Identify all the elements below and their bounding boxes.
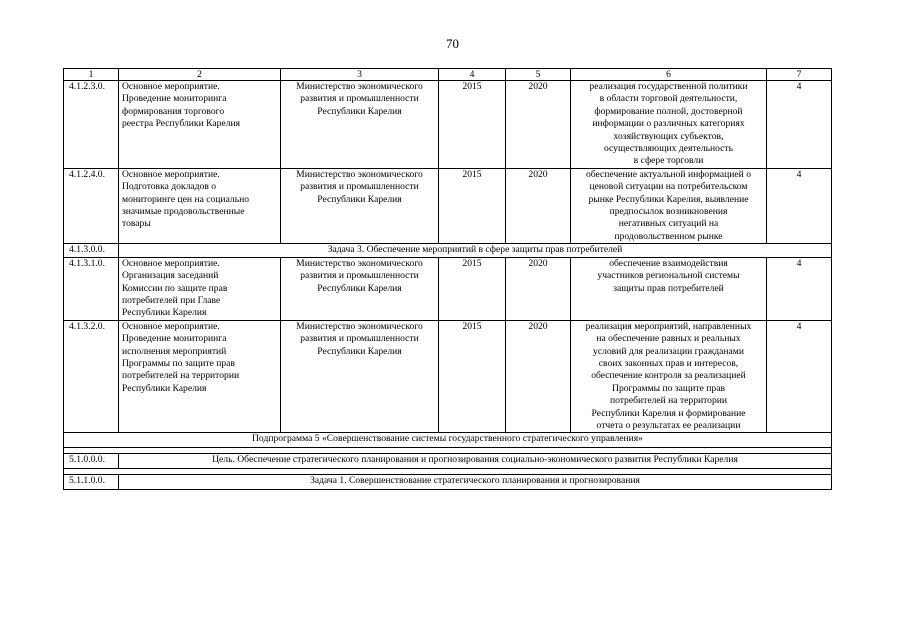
result-line: осуществляющих деятельность — [604, 143, 733, 155]
event-line: реестра Республики Карелия — [122, 118, 241, 130]
indicator-cell: 4 — [767, 81, 832, 169]
executor-line: развития и промышленности — [300, 270, 419, 282]
result-line: информации о различных категориях — [592, 118, 745, 130]
result-cell — [571, 320, 767, 433]
table-row — [64, 81, 832, 169]
result-line: обеспечение контроля за реализацией — [591, 370, 746, 382]
executor-line: Министерство экономического — [296, 81, 423, 92]
result-line: продовольственном рынке — [614, 230, 723, 242]
subprogram-title: Подпрограмма 5 «Совершенствование системы государственного стратегического управления» — [64, 433, 832, 448]
event-line: Основное мероприятие. — [122, 168, 220, 180]
executor-line: Республики Карелия — [317, 105, 402, 117]
executor-line: Республики Карелия — [317, 193, 402, 205]
result-line: защиты прав потребителей — [613, 282, 724, 294]
result-line: в сфере торговли — [633, 155, 704, 167]
table-row — [64, 257, 832, 320]
result-cell — [571, 81, 767, 169]
event-line: Республики Карелия — [122, 382, 207, 394]
result-line: ценовой ситуации на потребительском — [589, 181, 748, 193]
result-line: в области торговой деятельности, — [599, 93, 738, 105]
event-cell — [119, 257, 281, 320]
start-year: 2015 — [439, 81, 506, 169]
column-number-row — [64, 69, 832, 81]
executor-cell — [281, 257, 439, 320]
executor-line: Республики Карелия — [317, 282, 402, 294]
end-year: 2020 — [506, 168, 571, 243]
goal-title: Цель. Обеспечение стратегического планирования и прогнозирования социально-экономического развития Республики Карелия — [119, 454, 832, 469]
goal-row — [64, 454, 832, 469]
end-year: 2020 — [506, 257, 571, 320]
event-line: Проведение мониторинга — [122, 93, 227, 105]
event-line: мониторинге цен на социально — [122, 193, 250, 205]
event-line: Проведение мониторинга — [122, 333, 227, 345]
event-line: товары — [122, 218, 151, 230]
executor-line: Министерство экономического — [296, 168, 423, 180]
row-number: 4.1.2.4.0. — [64, 168, 119, 243]
task-row — [64, 244, 832, 257]
result-line: своих законных прав и интересов, — [598, 357, 739, 369]
column-header: 7 — [767, 69, 832, 81]
event-line: Комиссии по защите прав — [122, 282, 228, 294]
event-line: исполнения мероприятий — [122, 345, 227, 357]
executor-line: Республики Карелия — [317, 345, 402, 357]
executor-line: развития и промышленности — [300, 333, 419, 345]
result-line: условий для реализации гражданами — [593, 345, 744, 357]
result-line: предпосылок возникновения — [609, 206, 728, 218]
row-number: 5.1.1.0.0. — [64, 475, 119, 490]
result-line: реализация государственной политики — [589, 81, 748, 92]
event-line: Организация заседаний — [122, 270, 219, 282]
executor-line: развития и промышленности — [300, 181, 419, 193]
event-cell — [119, 320, 281, 433]
executor-line: Министерство экономического — [296, 257, 423, 269]
task-row — [64, 475, 832, 490]
indicator-cell: 4 — [767, 320, 832, 433]
table-row — [64, 168, 832, 243]
event-cell — [119, 81, 281, 169]
row-number: 4.1.3.2.0. — [64, 320, 119, 433]
event-line: Подготовка докладов о — [122, 181, 217, 193]
start-year: 2015 — [439, 257, 506, 320]
result-cell — [571, 257, 767, 320]
executor-cell — [281, 168, 439, 243]
event-line: Основное мероприятие. — [122, 81, 220, 92]
event-cell — [119, 168, 281, 243]
result-line: хозяйствующих субъектов, — [613, 130, 724, 142]
event-line: Программы по защите прав — [122, 357, 235, 369]
result-line: реализация мероприятий, направленных — [585, 320, 752, 332]
event-line: Основное мероприятие. — [122, 257, 220, 269]
event-line: Республики Карелия — [122, 307, 207, 319]
event-line: Основное мероприятие. — [122, 320, 220, 332]
subprogram-row — [64, 433, 832, 448]
result-line: формирование полной, достоверной — [594, 105, 743, 117]
row-number: 4.1.3.1.0. — [64, 257, 119, 320]
column-header: 6 — [571, 69, 767, 81]
result-line: негативных ситуаций на — [618, 218, 719, 230]
result-line: Республики Карелия и формирование — [591, 407, 746, 419]
row-number: 4.1.2.3.0. — [64, 81, 119, 169]
column-header: 5 — [506, 69, 571, 81]
executor-line: Министерство экономического — [296, 320, 423, 332]
event-line: формирования торгового — [122, 105, 225, 117]
result-line: обеспечение взаимодействия — [609, 257, 728, 269]
executor-cell — [281, 81, 439, 169]
result-line: Программы по защите прав — [612, 382, 725, 394]
result-line: потребителей на территории — [609, 395, 728, 407]
column-header: 4 — [439, 69, 506, 81]
column-header: 3 — [281, 69, 439, 81]
result-line: обеспечение актуальной информацией о — [585, 168, 752, 180]
end-year: 2020 — [506, 320, 571, 433]
end-year: 2020 — [506, 81, 571, 169]
task-title: Задача 1. Совершенствование стратегического планирования и прогнозирования — [119, 475, 832, 490]
program-table — [63, 68, 832, 490]
column-header: 2 — [119, 69, 281, 81]
executor-line: развития и промышленности — [300, 93, 419, 105]
row-number: 5.1.0.0.0. — [64, 454, 119, 469]
result-line: рынке Республики Карелия, выявление — [588, 193, 749, 205]
result-line: на обеспечение равных и реальных — [596, 333, 741, 345]
result-line: участников региональной системы — [597, 270, 740, 282]
executor-cell — [281, 320, 439, 433]
column-header: 1 — [64, 69, 119, 81]
row-number: 4.1.3.0.0. — [64, 244, 119, 257]
indicator-cell: 4 — [767, 257, 832, 320]
table-row — [64, 320, 832, 433]
page-number: 70 — [446, 36, 459, 51]
indicator-cell: 4 — [767, 168, 832, 243]
result-cell — [571, 168, 767, 243]
task-title: Задача 3. Обеспечение мероприятий в сфере защиты прав потребителей — [119, 244, 832, 257]
result-line: отчета о результатах ее реализации — [596, 419, 741, 431]
start-year: 2015 — [439, 320, 506, 433]
event-line: потребителей при Главе — [122, 294, 221, 306]
start-year: 2015 — [439, 168, 506, 243]
event-line: значимые продовольственные — [122, 206, 245, 218]
event-line: потребителей на территории — [122, 370, 240, 382]
